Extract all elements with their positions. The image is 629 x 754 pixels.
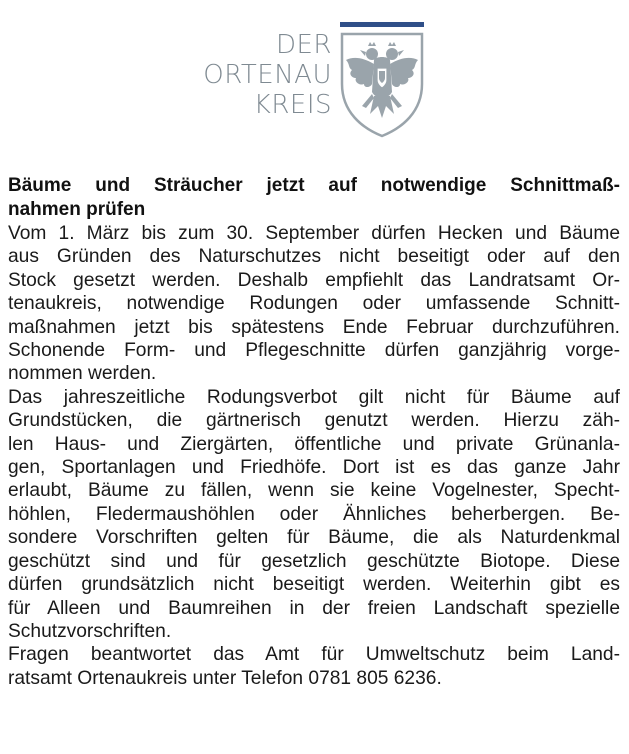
text-line: gen, Sportanlagen und Friedhöfe. Dort ist es das ganze Jahr [8, 457, 620, 479]
logo [0, 0, 629, 160]
text-line: Fragen beantwortet das Amt für Umweltschutz beim Land- [8, 644, 620, 666]
text-line: sondere Vorschriften gelten für Bäume, die als Naturdenkmal [8, 527, 620, 549]
text-line: höhlen, Fledermaushöhlen oder Ähnliches beherbergen. Be- [8, 503, 620, 525]
text-line: ratsamt Ortenaukreis unter Telefon 0781 805 6236. [8, 667, 442, 689]
headline-line: nahmen prüfen [8, 199, 146, 220]
ortenaukreis-eagle-crest-icon [338, 22, 426, 138]
text-line: erlaubt, Bäume zu fällen, wenn sie keine Vogelnester, Specht- [8, 480, 620, 502]
text-line: für Alleen und Baumreihen in der freien Landschaft spezielle [8, 597, 620, 619]
logo-wordmark [190, 30, 332, 120]
logo-line-kreis: KREIS [253, 90, 332, 120]
text-line: len Haus- und Ziergärten, öffentliche und private Grünanla- [8, 433, 620, 455]
article [8, 174, 620, 690]
text-line: Stock gesetzt werden. Deshalb empfiehlt das Landratsamt Or- [8, 269, 620, 291]
text-line: Grundstücken, die gärtnerisch genutzt werden. Hierzu zäh- [8, 410, 620, 432]
text-line: Das jahreszeitliche Rodungsverbot gilt nicht für Bäume auf [8, 386, 620, 408]
text-line: tenaukreis, notwendige Rodungen oder umfassende Schnitt- [8, 293, 620, 315]
paragraph-exceptions [8, 386, 620, 643]
paragraph-contact [8, 643, 620, 690]
logo-line-ortenau: ORTENAU [203, 60, 332, 90]
text-line: nommen werden. [8, 363, 157, 385]
logo-line-der: DER [275, 30, 332, 60]
text-line: Vom 1. März bis zum 30. September dürfen Hecken und Bäume [8, 223, 620, 244]
paragraph-protection-period [8, 222, 620, 386]
text-line: maßnahmen jetzt bis spätestens Ende Februar durchzuführen. [8, 316, 620, 338]
text-line: geschützt sind und für gesetzlich geschützte Biotope. Diese [8, 550, 620, 572]
text-line: aus Gründen des Naturschutzes nicht beseitigt oder auf den [8, 246, 620, 268]
text-line: Schutzvorschriften. [8, 620, 172, 642]
headline-line: Bäume und Sträucher jetzt auf notwendige Schnittmaß- [8, 175, 620, 196]
text-line: Schonende Form- und Pflegeschnitte dürfen ganzjährig vorge- [8, 340, 620, 362]
text-line: dürfen grundsätzlich nicht beseitigt werden. Weiterhin gibt es [8, 574, 620, 596]
article-headline [8, 174, 620, 222]
